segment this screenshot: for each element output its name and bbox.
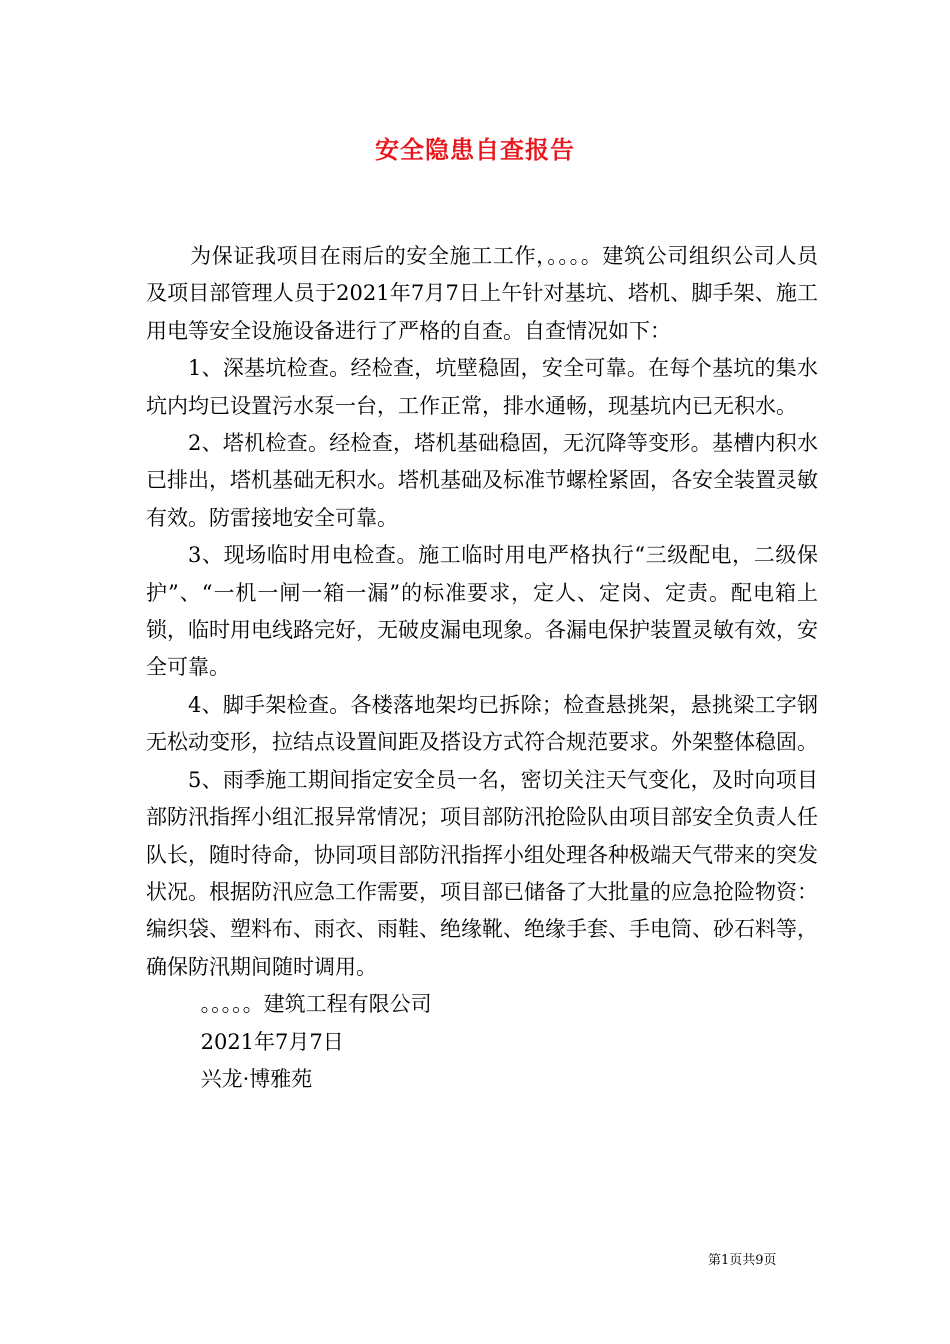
item-paragraph-3: 3、现场临时用电检查。施工临时用电严格执行“三级配电，二级保护”、“一机一闸一箱一漏”的标准要求，定人、定岗、定责。配电箱上锁，临时用电线路完好，无破皮漏电现象。各漏电保护装置灵敏有效，安全可靠。 bbox=[146, 543, 818, 680]
signature-date: 2021年7月7日 bbox=[200, 1029, 344, 1054]
item-paragraph-4: 4、脚手架检查。各楼落地架均已拆除；检查悬挑架，悬挑梁工字钢无松动变形，拉结点设置间距及搭设方式符合规范要求。外架整体稳固。 bbox=[146, 692, 818, 755]
report-body bbox=[146, 238, 818, 1098]
item-paragraph-1: 1、深基坑检查。经检查，坑壁稳固，安全可靠。在每个基坑的集水坑内均已设置污水泵一台，工作正常，排水通畅，现基坑内已无积水。 bbox=[146, 356, 818, 418]
document-title: 安全隐患自查报告 bbox=[375, 135, 575, 164]
item-paragraph-5: 5、雨季施工期间指定安全员一名，密切关注天气变化，及时向项目部防汛指挥小组汇报异常情况；项目部防汛抢险队由项目部安全负责人任队长，随时待命，协同项目部防汛指挥小组处理各种极端天气带来的突发状况。根据防汛应急工作需要，项目部已储备了大批量的应急抢险物资：编织袋、塑料布、雨衣、雨鞋、绝缘靴、绝缘手套、手电筒、砂石料等，确保防汛期间随时调用。 bbox=[146, 767, 818, 979]
signature-company: 。。。。。建筑工程有限公司 bbox=[200, 992, 432, 1017]
intro-paragraph: 为保证我项目在雨后的安全施工工作，。。。。建筑公司组织公司人员及项目部管理人员于2021年7月7日上午针对基坑、塔机、脚手架、施工用电等安全设施设备进行了严格的自查。自查情况如下： bbox=[146, 244, 818, 343]
page-number: 第1页共9页 bbox=[708, 1253, 777, 1268]
item-paragraph-2: 2、塔机检查。经检查，塔机基础稳固，无沉降等变形。基槽内积水已排出，塔机基础无积水。塔机基础及标准节螺栓紧固，各安全装置灵敏有效。防雷接地安全可靠。 bbox=[146, 431, 818, 530]
signature-project: 兴龙·博雅苑 bbox=[200, 1066, 313, 1091]
